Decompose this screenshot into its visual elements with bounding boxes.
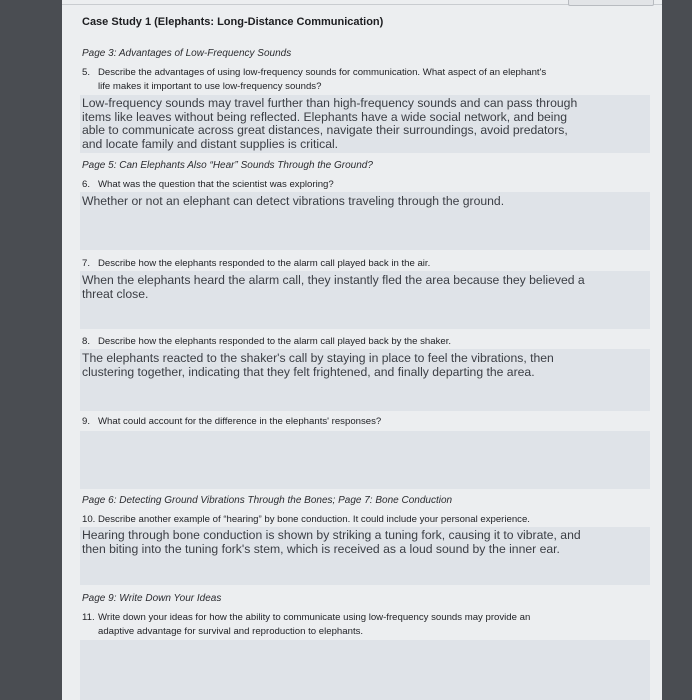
question-11 xyxy=(82,611,642,639)
worksheet-page xyxy=(62,0,662,700)
section-heading-page6: Page 6: Detecting Ground Vibrations Through the Bones; Page 7: Bone Conduction xyxy=(82,495,453,506)
question-10 xyxy=(82,513,642,527)
answer-line: clustering together, indicating that they felt frightened, and finally departing the area. xyxy=(82,364,535,379)
question-number: 7. xyxy=(82,258,91,269)
question-8 xyxy=(82,335,642,349)
question-text-cont: adaptive advantage for survival and reproduction to elephants. xyxy=(98,626,364,637)
question-number: 9. xyxy=(82,416,91,427)
question-text: Describe another example of “hearing” by bone conduction. It could include your personal experience. xyxy=(98,514,530,525)
question-number: 8. xyxy=(82,336,91,347)
question-text: Describe how the elephants responded to the alarm call played back by the shaker. xyxy=(98,336,452,347)
answer-box-11[interactable] xyxy=(80,640,650,700)
answer-line: When the elephants heard the alarm call, they instantly fled the area because they believed a xyxy=(82,273,585,287)
question-6 xyxy=(82,178,642,192)
section-heading-page3: Page 3: Advantages of Low-Frequency Sounds xyxy=(82,48,292,59)
question-5 xyxy=(82,66,642,94)
answer-8 xyxy=(82,352,622,379)
question-text-cont: life makes it important to use low-frequency sounds? xyxy=(98,81,322,92)
answer-box-9[interactable] xyxy=(80,431,650,489)
answer-5 xyxy=(82,97,622,151)
question-number: 6. xyxy=(82,179,91,190)
answer-line: threat close. xyxy=(82,286,149,301)
header-tab xyxy=(568,0,654,6)
page-title: Case Study 1 (Elephants: Long-Distance Communication) xyxy=(82,16,384,28)
answer-line: The elephants reacted to the shaker's call by staying in place to feel the vibrations, then xyxy=(82,351,554,365)
question-9 xyxy=(82,415,642,429)
answer-line: and locate family and distant supplies is critical. xyxy=(82,136,339,151)
question-number: 10. xyxy=(82,514,96,525)
answer-line: items like leaves without being reflected. Elephants have a wide social network, and being xyxy=(82,109,568,124)
question-number: 11. xyxy=(82,612,95,623)
answer-line: Hearing through bone conduction is shown by striking a tuning fork, causing it to vibrate, and xyxy=(82,528,581,542)
answer-6: Whether or not an elephant can detect vibrations traveling through the ground. xyxy=(82,194,505,208)
answer-line: Low-frequency sounds may travel further than high-frequency sounds and can pass through xyxy=(82,96,578,110)
section-heading-page5: Page 5: Can Elephants Also “Hear” Sounds Through the Ground? xyxy=(82,160,373,171)
question-7 xyxy=(82,257,642,271)
question-text: Describe how the elephants responded to the alarm call played back in the air. xyxy=(98,258,431,269)
answer-7 xyxy=(82,274,622,301)
question-text: Write down your ideas for how the ability to communicate using low-frequency sounds may provide an xyxy=(98,612,531,623)
question-text: Describe the advantages of using low-frequency sounds for communication. What aspect of an elephant's xyxy=(98,67,547,78)
answer-line: able to communicate across great distances, navigate their surroundings, avoid predators, xyxy=(82,123,568,137)
section-heading-page9: Page 9: Write Down Your Ideas xyxy=(82,593,222,604)
question-text: What was the question that the scientist was exploring? xyxy=(98,179,334,190)
answer-line: then biting into the tuning fork's stem, which is received as a loud sound by the inner ear. xyxy=(82,541,560,556)
answer-10 xyxy=(82,529,622,556)
question-number: 5. xyxy=(82,67,91,78)
question-text: What could account for the difference in the elephants' responses? xyxy=(98,416,382,427)
